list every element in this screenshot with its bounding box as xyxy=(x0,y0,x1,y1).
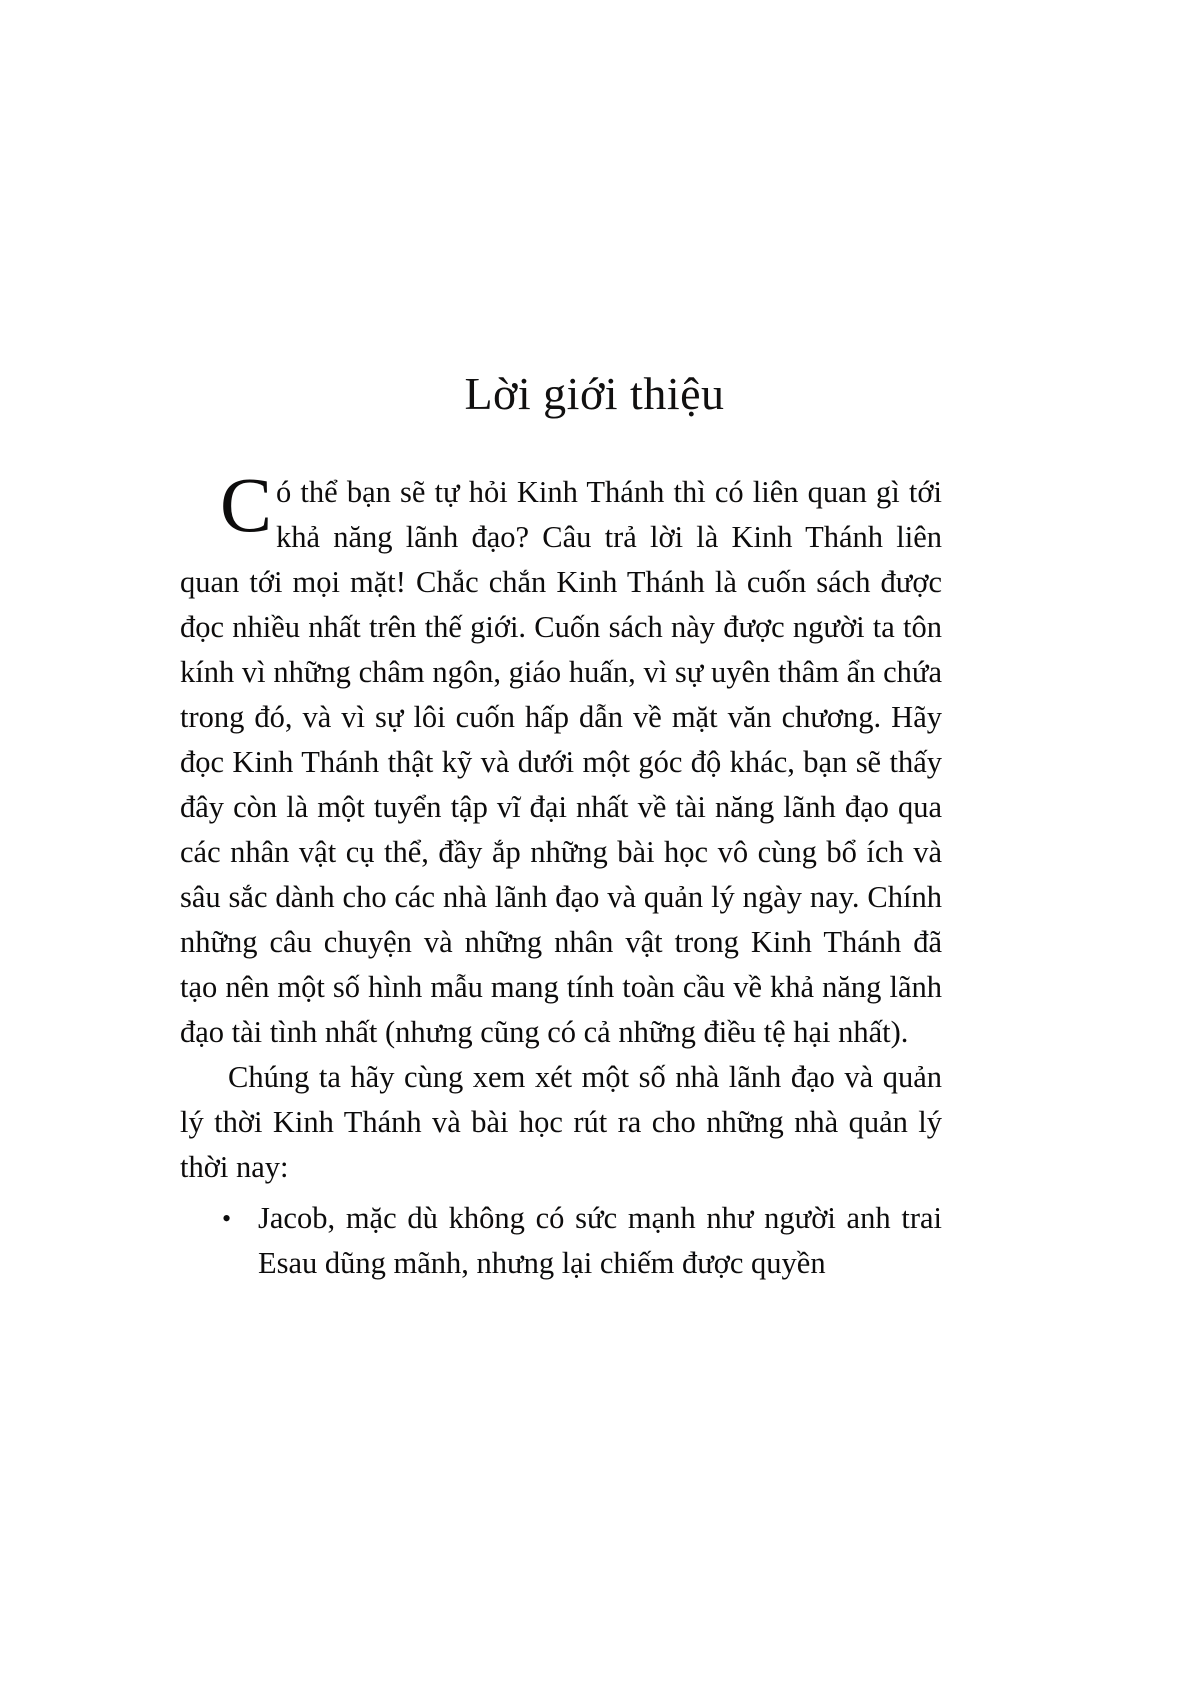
list-item xyxy=(180,1196,942,1286)
text-column xyxy=(180,461,942,1286)
bullet-list xyxy=(180,1196,942,1286)
bullet-point-icon: • xyxy=(222,1204,232,1233)
intro-paragraph-text: ó thể bạn sẽ tự hỏi Kinh Thánh thì có liên quan gì tới khả năng lãnh đạo? Câu trả lời là Kinh Thánh liên quan tới mọi mặt! Chắc chắn Kinh Thánh là cuốn sách được đọc nhiều nhất trên thế giới. Cuốn sách này được người ta tôn kính vì những châm ngôn, giáo huấn, vì sự uyên thâm ẩn chứa trong đó, và vì sự lôi cuốn hấp dẫn về mặt văn chương. Hãy đọc Kinh Thánh thật kỹ và dưới một góc độ khác, bạn sẽ thấy đây còn là một tuyển tập vĩ đại nhất về tài năng lãnh đạo qua các nhân vật cụ thể, đầy ắp những bài học vô cùng bổ ích và sâu sắc dành cho các nhà lãnh đạo và quản lý ngày nay. Chính những câu chuyện và những nhân vật trong Kinh Thánh đã tạo nên một số hình mẫu mang tính toàn cầu về khả năng lãnh đạo tài tình nhất (nhưng cũng có cả những điều tệ hại nhất). xyxy=(180,475,942,1049)
drop-cap: C xyxy=(220,461,273,548)
page-title: Lời giới thiệu xyxy=(464,367,725,419)
list-item-text: Jacob, mặc dù không có sức mạnh như người anh trai Esau dũng mãnh, nhưng lại chiếm được quyền xyxy=(258,1201,942,1280)
second-paragraph: Chúng ta hãy cùng xem xét một số nhà lãnh đạo và quản lý thời Kinh Thánh và bài học rút ra cho những nhà quản lý thời nay: xyxy=(180,1060,942,1184)
intro-paragraph xyxy=(180,461,942,1055)
